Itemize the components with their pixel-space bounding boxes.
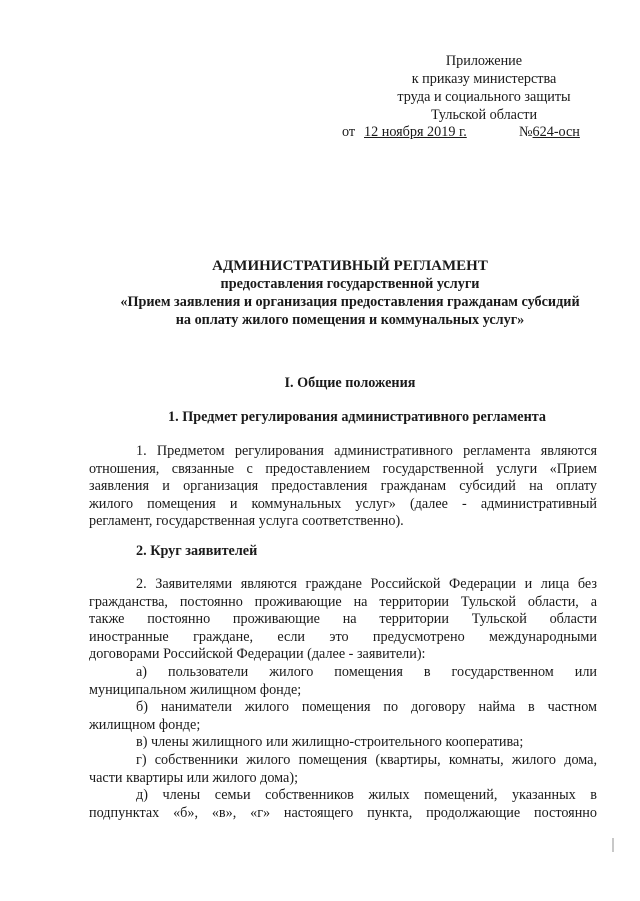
list-item-a	[89, 664, 597, 699]
appendix-from-word: от	[342, 124, 356, 140]
paragraph-1-line: регламент, государственная услуга соответственно).	[89, 513, 404, 530]
list-item-line: жилищном фонде;	[89, 716, 201, 733]
paragraph-2-line: договорами Российской Федерации (далее - заявители):	[89, 646, 426, 663]
applicant-list	[89, 664, 597, 822]
section-heading: I. Общие положения	[284, 375, 416, 391]
paragraph-1-line: жилого помещения и коммунальных услуг» (далее - административный	[89, 495, 597, 512]
list-item-line: б) наниматели жилого помещения по договору найма в частном	[136, 699, 597, 716]
scan-margin-mark	[612, 838, 614, 852]
title-line-2: предоставления государственной услуги	[220, 276, 480, 292]
appendix-line-4: Тульской области	[430, 107, 538, 123]
paragraph-1-line: заявления и организация предоставления гражданам субсидий на оплату	[89, 478, 597, 495]
appendix-line-1: Приложение	[445, 53, 523, 69]
paragraph-1-line: 1. Предметом регулирования административного регламента являются	[136, 443, 597, 459]
title-line-1: АДМИНИСТРАТИВНЫЙ РЕГЛАМЕНТ	[212, 258, 488, 274]
list-item-line: части квартиры или жилого дома);	[89, 769, 299, 786]
list-item-line: подпунктах «б», «в», «г» настоящего пункта, продолжающие постоянно	[89, 804, 597, 821]
paragraph-2-line: также постоянно проживающие на территории Тульской области	[89, 611, 597, 628]
paragraph-2-line: иностранные граждане, если это предусмотрено международными	[89, 628, 597, 645]
appendix-number: 624-осн	[532, 124, 580, 140]
appendix-number-line	[519, 124, 580, 141]
list-item-line: г) собственники жилого помещения (квартиры, комнаты, жилого дома,	[136, 751, 597, 768]
appendix-line-3: труда и социального защиты	[397, 89, 571, 105]
paragraph-2-line: гражданства, постоянно проживающие на территории Тульской области, а	[89, 593, 597, 610]
list-item-line: муниципальном жилищном фонде;	[89, 681, 302, 698]
list-item-g	[89, 752, 597, 787]
list-item-b	[89, 699, 597, 734]
appendix-date: 12 ноября 2019 г.	[364, 124, 467, 140]
title-line-3: «Прием заявления и организация предоставления гражданам субсидий	[120, 294, 580, 310]
paragraph-2-line: 2. Заявителями являются граждане Российской Федерации и лица без	[136, 576, 597, 592]
list-item-line: д) члены семьи собственников жилых помещений, указанных в	[136, 787, 597, 804]
list-item-line: в) члены жилищного или жилищно-строительного кооператива;	[136, 734, 524, 751]
list-item-d	[89, 787, 597, 822]
paragraph-1-line: отношения, связанные с предоставлением государственной услуги «Прием	[89, 460, 597, 477]
list-item-line: а) пользователи жилого помещения в государственном или	[136, 664, 597, 680]
list-item-v	[89, 734, 597, 752]
appendix-number-prefix: №	[519, 124, 533, 140]
appendix-line-2: к приказу министерства	[411, 71, 557, 87]
subsection-2-heading: 2. Круг заявителей	[136, 543, 258, 559]
title-line-4: на оплату жилого помещения и коммунальных услуг»	[175, 312, 525, 328]
paragraph-1	[89, 443, 597, 531]
paragraph-2	[89, 576, 597, 664]
subsection-1-heading: 1. Предмет регулирования административного регламента	[168, 409, 546, 425]
